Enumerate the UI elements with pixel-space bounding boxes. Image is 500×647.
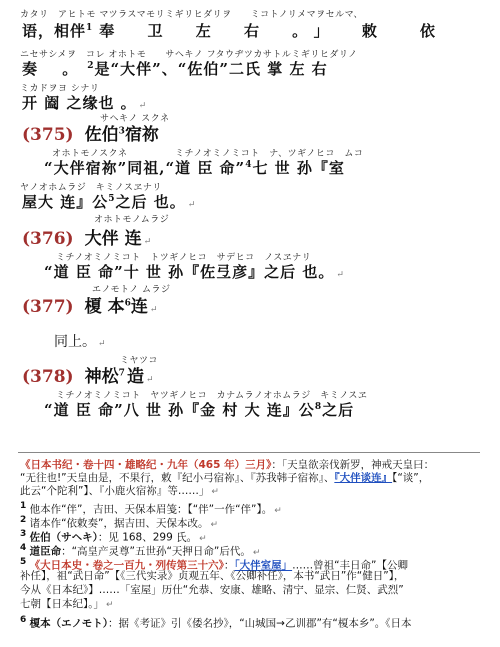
text-segment: 是“大伴”、“佐伯”二氏 掌 左 右 (94, 60, 328, 78)
footnote-line (20, 459, 482, 472)
footnote-text: ：“高皇产灵尊”五世孙“天押日命”后代。 (61, 545, 251, 558)
entry-number: (378) (22, 367, 74, 387)
text-segment: 奏 。 (22, 60, 88, 78)
paragraph-mark-icon: ↵ (252, 547, 261, 558)
footnote-text: ……曾祖“丰日命”【公卿 (292, 559, 408, 572)
clan-title: 连 (130, 297, 148, 317)
text-segment: 屋大 连』公 (22, 193, 109, 211)
footnote-number: 5 (20, 557, 27, 567)
paragraph-mark-icon: ↵ (199, 533, 207, 544)
entry-number: (375) (22, 125, 74, 145)
footnote-line (20, 584, 482, 597)
text-segment: 语，相伴 (22, 22, 87, 40)
paragraph-mark-icon: ↵ (106, 600, 114, 610)
ruby-line: ミチノオミノミコト トツギノヒコ サデヒコ ノスヱナリ (56, 253, 312, 263)
entry-number: (377) (22, 297, 74, 317)
clan-name: 大伴 (84, 229, 119, 249)
name-link[interactable]: 「大伴室屋」 (234, 559, 293, 572)
text-segment: “大伴宿祢”同祖,“道 臣 命” (44, 159, 246, 177)
text-line (22, 20, 449, 41)
ruby-line: オホトモノスクネ ミチノオミノミコト ナ、ツギノヒコ ムコ (52, 149, 364, 159)
source-citation: 《大日本史・卷之一百九・列传第三十六》 (29, 559, 224, 572)
footnote-ref: 1 (86, 23, 94, 33)
paragraph-mark-icon: ↵ (336, 270, 345, 280)
footnote-text: 诸本作“依敕奏”，据吉田、天保本改。 (29, 517, 209, 530)
ruby-line: ミカドヲヨ シナリ (20, 84, 100, 94)
text-segment: “道 臣 命”八 世 孙『金 村 大 连』公 (44, 401, 315, 419)
clan-title: 连 (118, 229, 142, 249)
footnote-line (20, 472, 482, 485)
footnote-number: 4 (20, 543, 27, 553)
footnote-term: 佐伯（サヘキ） (29, 531, 98, 544)
clan-name: 神松 (84, 367, 119, 387)
footnote-ref: 8 (314, 402, 323, 412)
name-link[interactable]: 『大伴谈连』 (334, 472, 393, 484)
text-line (44, 399, 354, 420)
text-line (44, 157, 345, 178)
text-segment: 开 阖 之缘也 。 (22, 94, 137, 112)
text-segment: 之后 (322, 401, 355, 419)
paragraph-mark-icon: ↵ (274, 505, 282, 516)
text-line (22, 191, 196, 212)
text-line (54, 331, 106, 351)
footnote-term: 道臣命 (29, 545, 62, 558)
footnote-line (20, 485, 482, 499)
footnote-text: ：「天皇欲亲伐新罗，神戒天皇曰： (271, 459, 435, 471)
footnote-number: 6 (20, 615, 27, 625)
footnote-ref: 3 (118, 126, 125, 137)
footnote-number: 2 (20, 515, 27, 525)
footnote-text: ：据《考证》引《倭名抄》，“山城国→乙训郡”有“榎本乡”。《日本 (107, 617, 412, 630)
paragraph-mark-icon: ↵ (98, 339, 106, 349)
ruby-line: ニセサシメヲ コレ オホトモ サヘキノ フタウヂツカサトルミギリヒダリノ (20, 50, 358, 60)
ruby-line: オホトモノムラジ (94, 215, 170, 225)
ruby-line: エノモトノ ムラジ (92, 285, 171, 295)
footnote-number: 3 (20, 529, 27, 539)
footnote-ref: 2 (87, 61, 95, 71)
footnote-text: ： (223, 559, 235, 572)
clan-name: 佐伯 (84, 125, 119, 145)
ruby-line: サヘキノ スクネ (100, 114, 170, 124)
paragraph-mark-icon: ↵ (211, 487, 219, 497)
entry-number: (376) (22, 229, 74, 249)
ruby-line: ヤノオホムラジ キミノスヱナリ (20, 183, 162, 193)
footnote-ref: 7 (118, 368, 125, 379)
text-line (22, 92, 147, 113)
footnote-line (20, 614, 482, 631)
text-segment: 同上。 (54, 334, 96, 350)
footnote-line (20, 598, 482, 612)
footnote-text: ：见 168、299 氏。 (97, 531, 198, 544)
entry-heading (22, 292, 157, 317)
ruby-line: ミチノオミノミコト ヤツギノヒコ カナムラノオホムラジ キミノスヱ (56, 391, 368, 401)
text-line (22, 58, 328, 79)
footnote-number: 1 (20, 501, 27, 511)
paragraph-mark-icon: ↵ (187, 200, 197, 210)
footnote-term: 榎本（エノモト） (29, 617, 108, 630)
footnote-text: “无往也!”天皇由是，不果行，敕『纪小弓宿祢』、『苏我韩子宿祢』、 (20, 472, 335, 484)
footnote-text: 他本作“伴”，吉田、天保本眉笺：【“伴”一作“伴”】。 (29, 503, 273, 516)
footnote-ref: 4 (245, 160, 253, 170)
footnote-ref: 5 (108, 194, 116, 204)
source-citation: 《日本书纪・卷十四・雄略纪・九年（465 年）三月》 (20, 459, 272, 471)
text-segment: 奉 卫 左 右 。」 敕 依 (99, 22, 449, 40)
text-segment: “道 臣 命”十 世 孙『佐弖彦』之后 也。 (44, 263, 335, 281)
text-line (44, 261, 345, 282)
footnote-text: 此云“个陀利”】、『小鹿火宿祢』等……」 (20, 485, 210, 497)
footnote-divider (18, 452, 480, 453)
text-segment: 之后 也。 (115, 193, 186, 211)
paragraph-mark-icon: ↵ (210, 519, 219, 530)
ruby-line: カタリ アヒトモ マツラスマモリミギリヒダリヲ ミコトノリメマヲセルマ、 (20, 10, 364, 20)
clan-title: 造 (126, 367, 144, 387)
footnote-line (20, 570, 482, 583)
paragraph-mark-icon: ↵ (149, 305, 158, 315)
entry-heading (22, 362, 153, 387)
clan-name: 榎 本 (84, 297, 125, 317)
footnote-text: 补任】，祖“武日命”【《三代实录》贞观五年、《公卿补任》，本书“武日”作“健日”】， (20, 570, 405, 582)
entry-heading (22, 120, 159, 145)
text-segment: 七 世 孙『室 (252, 159, 345, 177)
paragraph-mark-icon: ↵ (143, 237, 152, 247)
footnote-text: 今从《日本纪》】……「室屋」历仕“允恭、安康、雄略、清宁、显宗、仁贤、武烈” (20, 584, 404, 596)
footnote-text: 七朝【日本纪】。」 (20, 598, 104, 610)
footnote-ref: 6 (124, 298, 131, 309)
entry-heading (22, 224, 151, 249)
clan-title: 宿祢 (124, 125, 159, 145)
paragraph-mark-icon: ↵ (138, 101, 148, 111)
ruby-line: ミヤツコ (120, 356, 158, 366)
footnote-text: 【“谈”， (392, 472, 430, 484)
paragraph-mark-icon: ↵ (145, 375, 154, 385)
